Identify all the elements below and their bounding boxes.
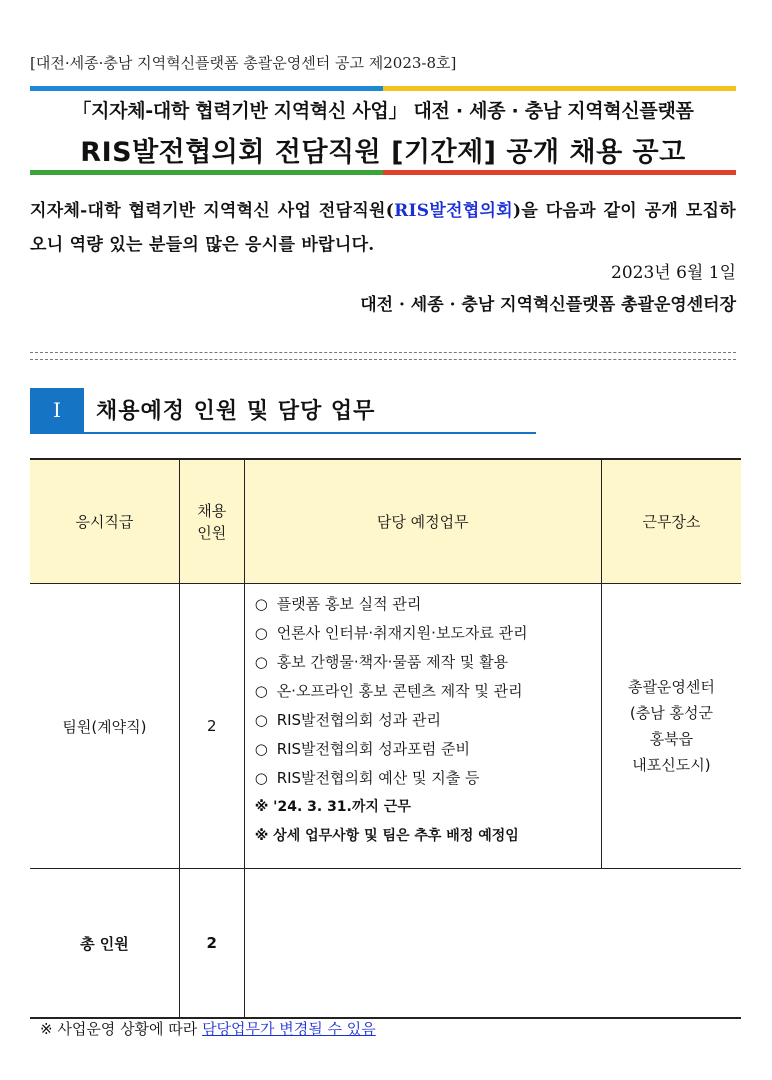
table-header-row	[30, 459, 741, 584]
duty-note: ※ '24. 3. 31.까지 근무	[254, 799, 411, 815]
total-label: 총 인원	[30, 869, 179, 1019]
duty-item	[255, 677, 601, 706]
duty-text: RIS발전협의회 성과 관리	[276, 711, 442, 729]
section-title: 채용예정 인원 및 담당 업무	[96, 399, 376, 424]
footnote-text: ※ 사업운영 상황에 따라	[40, 1020, 203, 1038]
duty-text: RIS발전협의회 예산 및 지출 등	[276, 769, 480, 787]
notice-number: [대전·세종·충남 지역혁신플랫폼 총괄운영센터 공고 제2023-8호]	[30, 54, 457, 72]
intro-text-before: 지자체-대학 협력기반 지역혁신 사업 전담직원(	[30, 201, 395, 221]
header-location: 근무장소	[601, 459, 741, 584]
title-top-color-bar	[30, 86, 736, 91]
duty-item	[255, 590, 601, 619]
duties-cell	[244, 584, 601, 869]
title-bottom-color-bar	[30, 170, 736, 175]
duty-text: RIS발전협의회 성과포럼 준비	[276, 740, 470, 758]
dashed-divider	[30, 352, 736, 360]
table-total-row	[30, 869, 741, 1019]
footnote	[40, 1018, 376, 1039]
duty-item	[255, 706, 601, 735]
duty-text: 플랫폼 홍보 실적 관리	[276, 595, 422, 613]
notice-date: 2023년 6월 1일	[611, 263, 736, 283]
duty-text: 온·오프라인 홍보 콘텐츠 제작 및 관리	[276, 682, 523, 700]
header-position: 응시직급	[30, 459, 179, 584]
header-count: 채용 인원	[179, 459, 244, 584]
position-cell: 팀원(계약직)	[30, 584, 179, 869]
total-count: 2	[179, 869, 244, 1019]
bullet-icon: ○	[254, 595, 268, 613]
location-cell	[601, 584, 741, 869]
issuer: 대전 · 세종 · 충남 지역혁신플랫폼 총괄운영센터장	[360, 295, 736, 315]
table-row	[30, 584, 741, 869]
bullet-icon: ○	[254, 624, 268, 642]
intro-highlight: RIS발전협의회	[394, 201, 513, 221]
total-empty-cell	[244, 869, 741, 1019]
section-underline	[30, 432, 536, 434]
bullet-icon: ○	[254, 682, 268, 700]
bullet-icon: ○	[254, 769, 268, 787]
location-line: (충남 홍성군	[629, 704, 713, 722]
duty-item	[255, 619, 601, 648]
intro-paragraph	[30, 194, 736, 262]
bullet-icon: ○	[254, 740, 268, 758]
recruitment-table	[30, 458, 741, 1019]
section-number-badge: I	[30, 388, 84, 432]
duty-text: 언론사 인터뷰·취재지원·보도자료 관리	[276, 624, 528, 642]
title-line-2: RIS발전협의회 전담직원 [기간제] 공개 채용 공고	[80, 137, 686, 168]
location-line: 총괄운영센터	[627, 678, 715, 696]
bullet-icon: ○	[254, 653, 268, 671]
footnote-link[interactable]: 담당업무가 변경될 수 있음	[202, 1020, 376, 1038]
location-line: 내포신도시)	[632, 756, 711, 774]
duty-item	[255, 764, 601, 793]
header-duties: 담당 예정업무	[244, 459, 601, 584]
duty-note: ※ 상세 업무사항 및 팀은 추후 배정 예정임	[254, 828, 519, 844]
count-cell: 2	[179, 584, 244, 869]
duty-item	[255, 648, 601, 677]
duty-item	[255, 735, 601, 764]
location-line: 홍북읍	[649, 730, 694, 748]
title-line-1: 「지자체-대학 협력기반 지역혁신 사업」 대전 · 세종 · 충남 지역혁신플랫폼	[72, 100, 694, 122]
intro-text-after: )을 다음과 같이 공개 모집하오니 역량 있는 분들의 많은 응시를 바랍니다.	[30, 201, 736, 255]
duty-text: 홍보 간행물·책자·물품 제작 및 활용	[276, 653, 509, 671]
bullet-icon: ○	[254, 711, 268, 729]
